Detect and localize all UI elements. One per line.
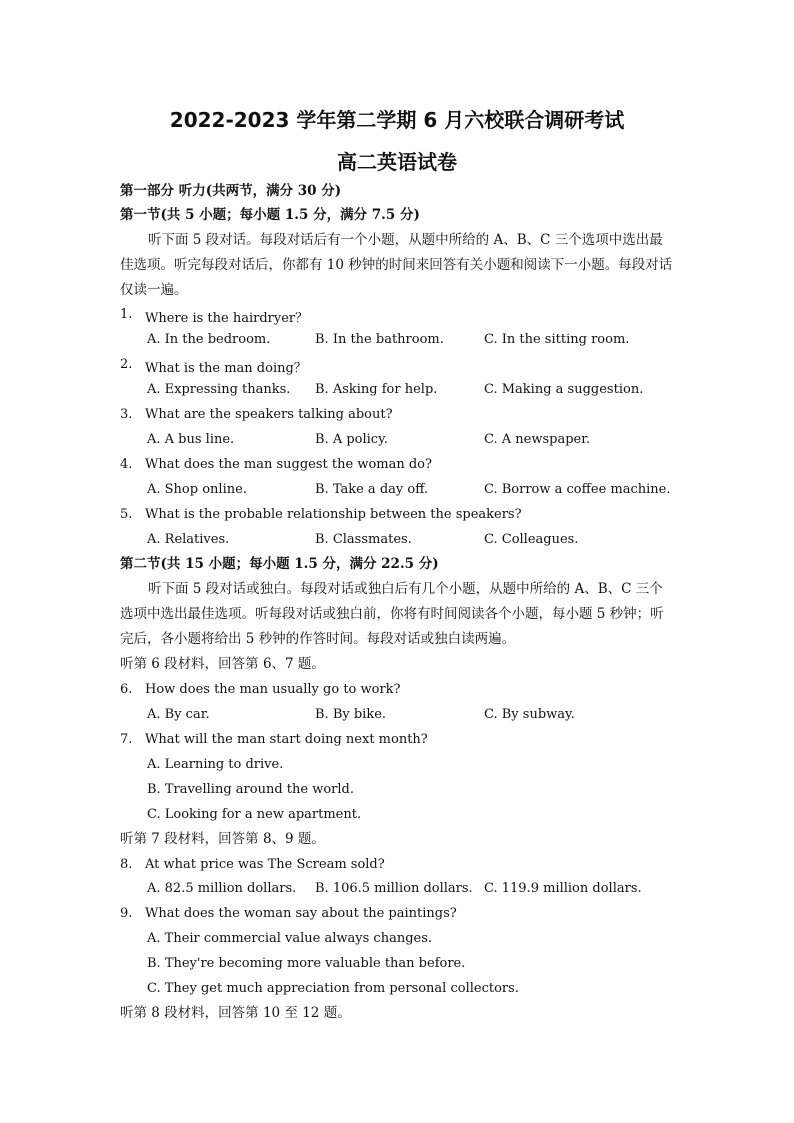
question-number: 2. bbox=[120, 357, 133, 372]
option-b: B. Take a day off. bbox=[315, 482, 429, 497]
option-c: C. They get much appreciation from personal collectors. bbox=[147, 981, 519, 996]
question-number: 9. bbox=[120, 906, 133, 921]
option-a: A. 82.5 million dollars. bbox=[147, 881, 297, 896]
option-c: C. 119.9 million dollars. bbox=[484, 881, 642, 896]
option-b: B. A policy. bbox=[315, 432, 388, 447]
option-c: C. Borrow a coffee machine. bbox=[484, 482, 671, 497]
option-a: A. Learning to drive. bbox=[147, 757, 284, 772]
option-a: A. Shop online. bbox=[147, 482, 247, 497]
option-c: C. Making a suggestion. bbox=[484, 382, 644, 397]
section1-instructions: 听下面 5 段对话。每段对话后有一个小题，从题中所给的 A、B、C 三个选项中选出最佳选项。听完每段对话后，你都有 10 秒钟的时间来回答有关小题和阅读下一小题。每段对话仅读一遍。 bbox=[120, 232, 673, 298]
option-b: B. Travelling around the world. bbox=[147, 782, 354, 797]
exam-title: 2022-2023 学年第二学期 6 月六校联合调研考试 bbox=[169, 108, 625, 132]
option-c: C. In the sitting room. bbox=[484, 332, 630, 347]
question-text: What will the man start doing next month? bbox=[145, 732, 428, 747]
option-a: A. Their commercial value always changes. bbox=[147, 931, 433, 946]
section2-heading: 第二节(共 15 小题；每小题 1.5 分，满分 22.5 分) bbox=[120, 556, 439, 572]
option-b: B. 106.5 million dollars. bbox=[315, 881, 473, 896]
question-text: What does the woman say about the paintings? bbox=[145, 906, 457, 921]
part1-heading: 第一部分 听力(共两节，满分 30 分) bbox=[120, 183, 342, 199]
question-text: What are the speakers talking about? bbox=[145, 407, 393, 422]
question-number: 6. bbox=[120, 682, 133, 697]
material-note: 听第 8 段材料，回答第 10 至 12 题。 bbox=[120, 1005, 351, 1021]
question-number: 3. bbox=[120, 407, 133, 422]
question-number: 1. bbox=[120, 307, 133, 322]
option-b: B. They're becoming more valuable than before. bbox=[147, 956, 466, 971]
option-b: B. Asking for help. bbox=[315, 382, 438, 397]
exam-subtitle: 高二英语试卷 bbox=[337, 150, 457, 174]
option-c: C. By subway. bbox=[484, 707, 575, 722]
question-text: How does the man usually go to work? bbox=[145, 682, 401, 697]
question-number: 5. bbox=[120, 507, 133, 522]
question-text: What does the man suggest the woman do? bbox=[145, 457, 432, 472]
option-c: C. A newspaper. bbox=[484, 432, 591, 447]
option-c: C. Looking for a new apartment. bbox=[147, 807, 362, 822]
option-b: B. By bike. bbox=[315, 707, 387, 722]
option-c: C. Colleagues. bbox=[484, 532, 579, 547]
option-b: B. In the bathroom. bbox=[315, 332, 444, 347]
section2-instructions: 听下面 5 段对话或独白。每段对话或独白后有几个小题，从题中所给的 A、B、C 三个选项中选出最佳选项。听每段对话或独白前，你将有时间阅读各个小题，每小题 5 秒钟；听完后，各小题将给出 5 秒钟的作答时间。每段对话或独白读两遍。 bbox=[120, 581, 664, 647]
option-a: A. By car. bbox=[147, 707, 210, 722]
section1-heading: 第一节(共 5 小题；每小题 1.5 分，满分 7.5 分) bbox=[120, 207, 420, 223]
material-note: 听第 6 段材料，回答第 6、7 题。 bbox=[120, 656, 325, 672]
option-b: B. Classmates. bbox=[315, 532, 412, 547]
question-number: 7. bbox=[120, 732, 133, 747]
option-a: A. Relatives. bbox=[147, 532, 230, 547]
material-note: 听第 7 段材料，回答第 8、9 题。 bbox=[120, 831, 325, 847]
option-a: A. Expressing thanks. bbox=[147, 382, 291, 397]
question-text: What is the man doing？ bbox=[145, 361, 307, 376]
option-a: A. In the bedroom. bbox=[147, 332, 271, 347]
question-number: 4. bbox=[120, 457, 133, 472]
option-a: A. A bus line. bbox=[147, 432, 235, 447]
question-number: 8. bbox=[120, 857, 133, 872]
question-text: Where is the hairdryer？ bbox=[145, 311, 309, 326]
question-text: At what price was The Scream sold? bbox=[145, 857, 385, 872]
question-text: What is the probable relationship between the speakers? bbox=[145, 507, 522, 522]
